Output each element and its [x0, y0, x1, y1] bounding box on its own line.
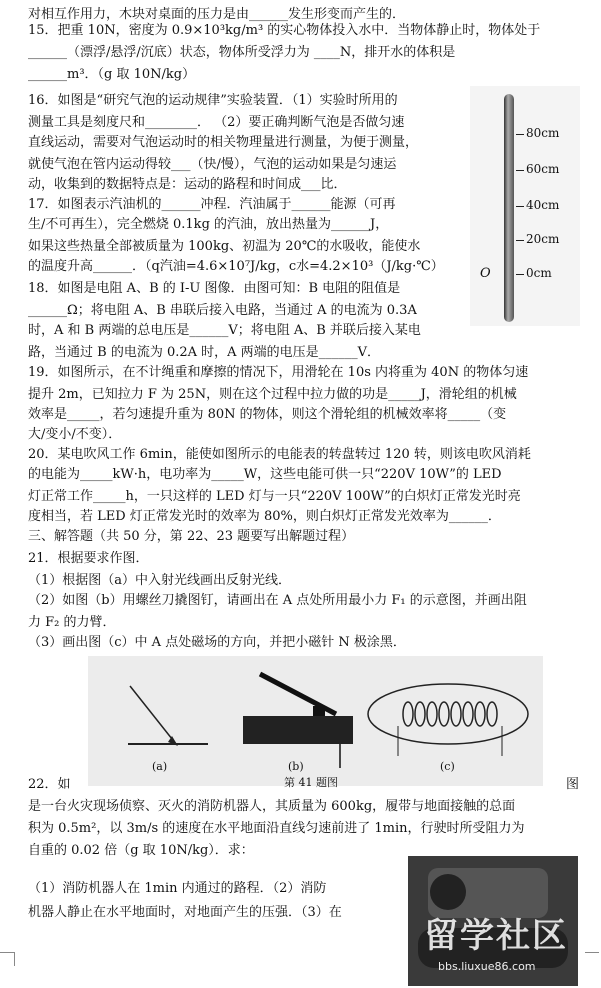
tube-label: 80cm	[526, 126, 560, 140]
text-line: 路，当通过 B 的电流为 0.2A 时，A 两端的电压是______V．	[28, 345, 381, 360]
text-line: 18．如图是电阻 A、B 的 I-U 图像．由图可知：B 电阻的阻值是	[28, 281, 401, 296]
text-line: 机器人静止在水平地面时，对地面产生的压强．（3）在	[28, 905, 342, 920]
text-line: 三、解答题（共 50 分，第 22、23 题要写出解题过程）	[28, 529, 355, 544]
figure-background	[470, 86, 580, 326]
text-line: （3）画出图（c）中 A 点处磁场的方向，并把小磁针 N 极涂黑．	[28, 635, 406, 650]
tube-label: 60cm	[526, 162, 560, 176]
text-line: 大/变小/不变）．	[28, 427, 122, 442]
caption-a: (a)	[152, 760, 168, 773]
text-line: 20．某电吹风工作 6min，能使如图所示的电能表的转盘转过 120 转，则该电吹风消耗	[28, 447, 531, 462]
tube-label: 0cm	[526, 266, 552, 280]
text-line: （1）消防机器人在 1min 内通过的路程．（2）消防	[28, 881, 327, 896]
text-line: 对相互作用力，木块对桌面的压力是由______发生形变而产生的．	[28, 7, 406, 22]
tick	[516, 274, 524, 275]
text-line: （2）如图（b）用螺丝刀撬图钉，请画出在 A 点处所用最小力 F₁ 的示意图，并画出阻	[28, 593, 527, 608]
text-line: 直线运动，需要对气泡运动时的相关物理量进行测量，为便于测量，	[28, 135, 419, 150]
tick	[516, 134, 524, 135]
caption-b: (b)	[288, 760, 304, 773]
text-line: 19．如图所示，在不计绳重和摩擦的情况下，用滑轮在 10s 内将重为 40N 的物体匀速	[28, 365, 529, 380]
text-line: 的温度升高______．（q汽油=4.6×10⁷J/kg，c水=4.2×10³（J/kg·℃）	[28, 259, 444, 274]
figure-title: 第 41 题图	[284, 776, 338, 789]
text-line: 16．如图是“研究气泡的运动规律”实验装置．（1）实验时所用的	[28, 93, 398, 108]
caption-c: (c)	[440, 760, 455, 773]
tick	[516, 240, 524, 241]
corner-mark	[14, 952, 15, 966]
robot-photo	[408, 856, 578, 986]
text-line: 自重的 0.02 倍（g 取 10N/kg）．求：	[28, 843, 254, 858]
tick	[516, 170, 524, 171]
tube-label: 20cm	[526, 232, 560, 246]
text-line: （1）根据图（a）中入射光线画出反射光线．	[28, 573, 292, 588]
tube-label: 40cm	[526, 198, 560, 212]
corner-mark	[0, 952, 14, 953]
incident-ray	[130, 686, 176, 744]
glass-tube	[504, 94, 514, 322]
board	[243, 716, 353, 744]
tick	[516, 206, 524, 207]
text-line: 的电能为_____kW·h，电功率为_____W，这些电能可供一只“220V 10W”的 LED	[28, 467, 502, 482]
text-line: 如果这些热量全部被质量为 100kg、初温为 20℃的水吸收，能使水	[28, 239, 421, 254]
pin	[313, 706, 325, 716]
corner-mark	[585, 952, 599, 953]
text-line: 灯正常工作_____h，一只这样的 LED 灯与一只“220V 100W”的白炽灯正常发光时亮	[28, 489, 521, 504]
text-line: 力 F₂ 的力臂．	[28, 615, 116, 630]
text-line: 动，收集到的数据特点是：运动的路程和时间成___比．	[28, 177, 347, 192]
text-line: 21．根据要求作图．	[28, 551, 149, 566]
q22-figref: 图	[566, 777, 580, 792]
diagram-strip	[88, 656, 543, 789]
text-line: ______（漂浮/悬浮/沉底）状态，物体所受浮力为 ____N，排开水的体积是	[28, 45, 456, 60]
q22-start: 22．如	[28, 777, 71, 792]
text-line: 时，A 和 B 两端的总电压是______V；将电阻 A、B 并联后接入某电	[28, 323, 421, 338]
coil	[403, 702, 497, 726]
text-line: 提升 2m，已知拉力 F 为 25N，则在这个过程中拉力做的功是_____J，滑轮组的机械	[28, 387, 517, 402]
text-line: 就使气泡在管内运动得较___（快/慢），气泡的运动如果是匀速运	[28, 157, 397, 172]
watermark-url: bbs.liuxue86.com	[438, 960, 536, 973]
text-line: 15．把重 10N，密度为 0.9×10³kg/m³ 的实心物体投入水中．当物体静止时，物体处于	[28, 23, 541, 38]
watermark: 留学社区	[424, 916, 568, 956]
text-line: ______Ω；将电阻 A、B 串联后接入电路，当通过 A 的电流为 0.3A	[28, 303, 417, 318]
text-line: 效率是_____，若匀速提升重为 80N 的物体，则这个滑轮组的机械效率将_____（变	[28, 407, 507, 422]
text-line: 是一台火灾现场侦察、灭火的消防机器人，其质量为 600kg，履带与地面接触的总面	[28, 799, 516, 814]
text-line: 测量工具是刻度尺和________． （2）要正确判断气泡是否做匀速	[28, 115, 405, 130]
text-line: 度相当，若 LED 灯正常发光时的效率为 80%，则白炽灯正常发光效率为______．	[28, 509, 501, 524]
text-line: 积为 0.5m²，以 3m/s 的速度在水平地面沿直线匀速前进了 1min，行驶时所受阻力为	[28, 821, 525, 836]
text-line: 生/不可再生），完全燃烧 0.1kg 的汽油，放出热量为______J，	[28, 217, 389, 232]
bubble-tube-figure	[470, 86, 580, 326]
text-line: ______m³．（g 取 10N/kg）	[28, 67, 196, 82]
text-line: 17．如图表示汽油机的______冲程．汽油属于______能源（可再	[28, 197, 396, 212]
field-loop	[368, 684, 528, 744]
origin-label: O	[480, 266, 491, 281]
